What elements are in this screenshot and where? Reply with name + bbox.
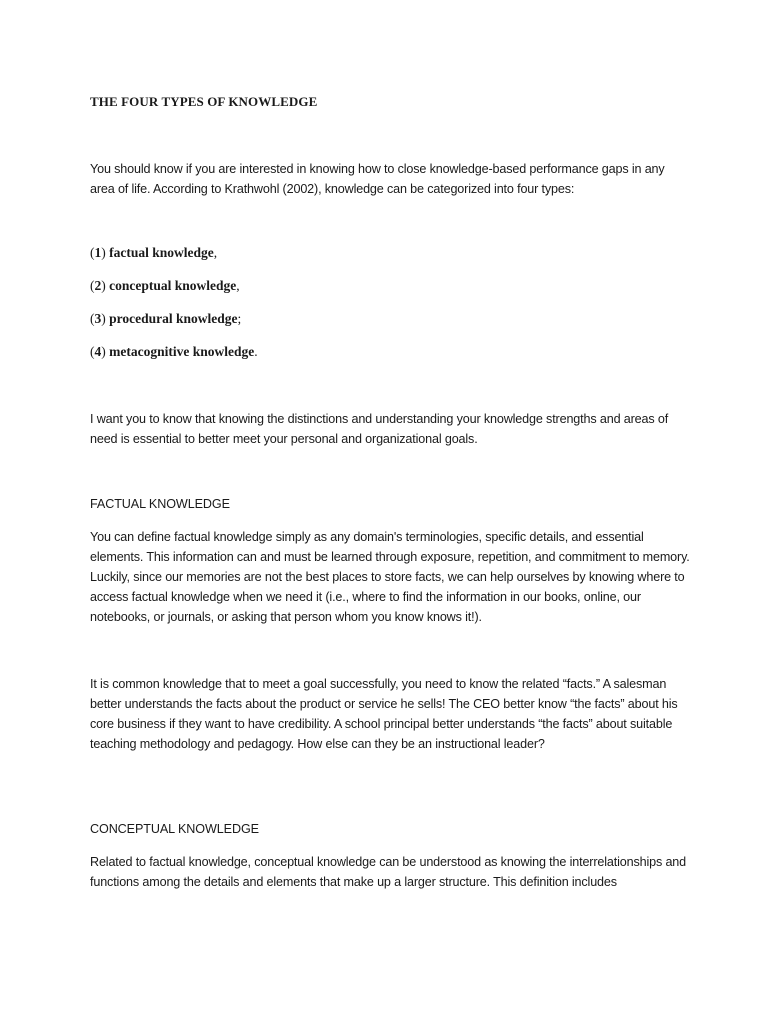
item-punctuation: , [213,245,218,260]
knowledge-type-item [90,342,690,362]
conceptual-definition-paragraph: Related to factual knowledge, conceptual knowledge can be understood as knowing the interrelationships and functions among the details and elements that make up a larger structure. This definition includes [90,855,687,889]
factual-knowledge-heading: FACTUAL KNOWLEDGE [90,497,230,511]
item-open-paren: ( [90,278,95,293]
item-term: factual knowledge [109,245,214,260]
item-number: 1 [94,245,102,260]
item-close-paren: ) [101,311,110,326]
item-term: procedural knowledge [109,311,238,326]
conceptual-knowledge-heading: CONCEPTUAL KNOWLEDGE [90,822,259,836]
item-open-paren: ( [90,311,95,326]
item-close-paren: ) [101,344,110,359]
item-number: 3 [94,311,102,326]
knowledge-type-item [90,309,690,329]
item-term: metacognitive knowledge [109,344,255,359]
factual-facts-paragraph: It is common knowledge that to meet a goal successfully, you need to know the related “facts.” A salesman better understands the facts about the product or service he sells! The CEO better know “the facts” about his core business if they want to have credibility. A school principal better understands “the facts” about suitable teaching methodology and pedagogy. How else can they be an instructional leader? [90,677,678,751]
document-title: THE FOUR TYPES OF KNOWLEDGE [90,94,318,109]
knowledge-type-item [90,243,690,263]
item-open-paren: ( [90,344,95,359]
factual-definition-paragraph: You can define factual knowledge simply as any domain's terminologies, specific details, and essential elements. This information can and must be learned through exposure, repetition, and commitment to memory. Luckily, since our memories are not the best places to store facts, we can help ourselves by knowing where to access factual knowledge when we need it (i.e., where to find the information in our books, online, our notebooks, or journals, or asking that person whom you know knows it!). [90,530,690,624]
item-close-paren: ) [101,278,110,293]
intro-paragraph: You should know if you are interested in knowing how to close knowledge-based performance gaps in any area of life. According to Krathwohl (2002), knowledge can be categorized into four types: [90,162,665,196]
knowledge-type-item [90,276,690,296]
item-open-paren: ( [90,245,95,260]
distinctions-paragraph: I want you to know that knowing the distinctions and understanding your knowledge strengths and areas of need is essential to better meet your personal and organizational goals. [90,412,669,446]
item-number: 2 [94,278,102,293]
item-punctuation: , [236,278,240,293]
item-close-paren: ) [101,245,110,260]
item-punctuation: ; [237,311,242,326]
item-term: conceptual knowledge [109,278,237,293]
item-number: 4 [94,344,102,359]
item-punctuation: . [254,344,258,359]
